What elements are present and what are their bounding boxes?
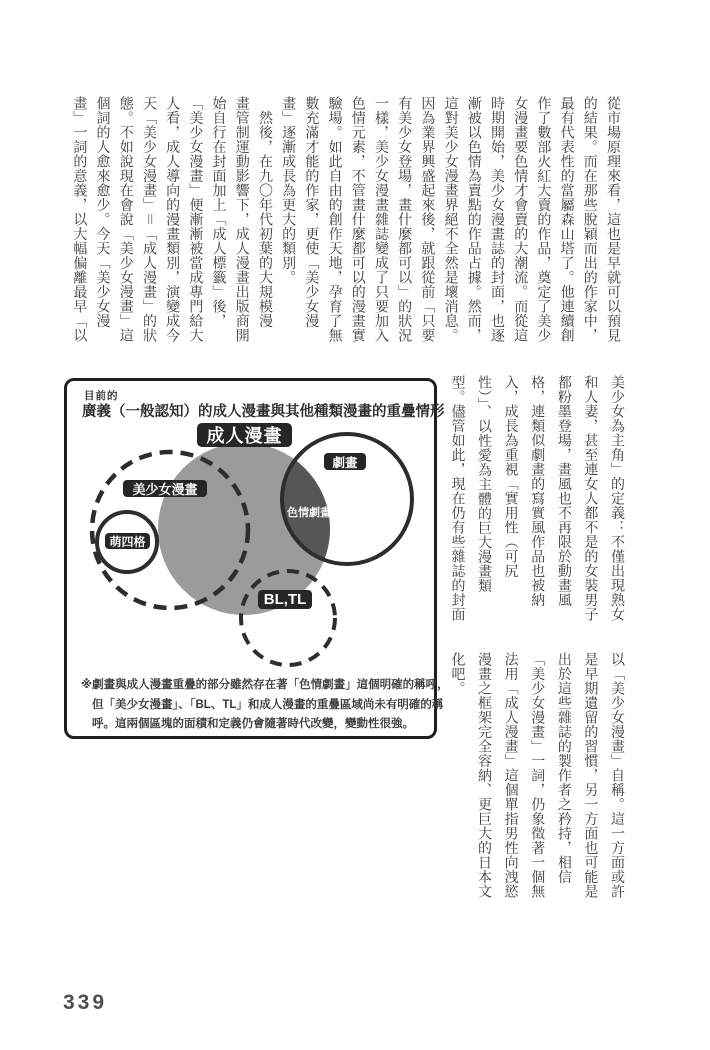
text-column: 的結果。而在那些脫穎而出的作家中， — [582, 96, 599, 343]
text-column: 天「美少女漫畫」＝「成人漫畫」的狀 — [141, 96, 158, 343]
top-text-block — [68, 96, 625, 350]
footnote-line: 但「美少女漫畫」、「BL、TL」和成人漫畫的重疊區域尚未有明確的稱 — [92, 698, 444, 711]
right-text-block-lower — [445, 652, 631, 904]
text-column: 都粉墨登場，畫風也不再限於動畫風 — [556, 375, 573, 607]
text-column: 畫」一詞的意義，以大幅偏離最早「以 — [72, 96, 89, 343]
text-column: 驗場。如此自由的創作天地，孕育了無 — [327, 96, 344, 343]
text-column: 畫管制運動影響下，成人漫畫出版商開 — [234, 96, 251, 343]
text-column: 最有代表性的當屬森山塔了。他連續創 — [559, 96, 576, 343]
text-column: 法用「成人漫畫」這個單指男性向洩慾 — [503, 652, 520, 899]
text-column: 畫」逐漸成長為更大的類別。 — [281, 96, 298, 285]
text-column: 色情元素，不管畫什麼都可以的漫畫實 — [350, 96, 367, 343]
text-column: 漸被以色情為賣點的作品占據。然而， — [466, 96, 483, 343]
text-column: 時期開始，美少女漫畫誌的封面，也逐 — [489, 96, 506, 343]
text-column: 化吧。 — [450, 652, 467, 696]
right-text-block-upper — [445, 375, 631, 627]
text-column: 型。儘管如此，現在仍有些雜誌的封面 — [450, 375, 467, 622]
text-column: 以「美少女漫畫」自稱。這一方面或許 — [610, 652, 626, 899]
adult-manga-label: 成人漫畫 — [197, 423, 292, 447]
text-column: 作了數部火紅大賣的作品，奠定了美少 — [536, 96, 553, 343]
text-column: 這對美少女漫畫界絕不全然是壞消息。 — [443, 96, 460, 343]
text-column: 是早期遺留的習慣，另一方面也可能是 — [583, 652, 600, 899]
venn-diagram-panel — [64, 378, 449, 739]
text-column: 性）」、以性愛為主體的巨大漫畫類 — [477, 375, 494, 593]
text-column: 人看，成人導向的漫畫類別，演變成今 — [165, 96, 182, 343]
text-column: 漫畫之框架完全容納、更巨大的日本文 — [477, 652, 494, 899]
bl-tl-label: BL,TL — [258, 590, 312, 609]
text-column: 入，成長為重視「實用性（可尻 — [503, 375, 520, 578]
ero-gekiga-label: 色情劇畫 — [287, 507, 331, 519]
text-column: 和人妻，甚至連女人都不是的女裝男子 — [583, 375, 600, 622]
diagram-footnote — [81, 676, 449, 735]
page-number: 339 — [63, 991, 108, 1014]
moe-yonkoma-label: 萌四格 — [105, 533, 150, 549]
text-column: 從市場原理來看，這也是早就可以預見 — [606, 96, 622, 343]
diagram-title: 廣義（一般認知）的成人漫畫與其他種類漫畫的重疊情形 — [82, 404, 445, 420]
text-column: 態。不如說現在會說「美少女漫畫」這 — [118, 96, 135, 343]
text-column: 有美少女登場，畫什麼都可以」的狀況 — [397, 96, 414, 343]
diagram-kicker: 目前的 — [84, 390, 119, 402]
text-column: 「美少女漫畫」一詞，仍象徵著一個無 — [530, 652, 547, 899]
text-column: 女漫畫要色情才會賣的大潮流。而從這 — [513, 96, 530, 343]
text-column: 數充滿才能的作家，更使「美少女漫 — [304, 96, 321, 328]
text-column: 個詞的人愈來愈少。今天「美少女漫 — [95, 96, 112, 328]
gekiga-label: 劇畫 — [324, 453, 366, 470]
text-column: 一樣，美少女漫畫雜誌變成了只要加入 — [373, 96, 390, 343]
footnote-line: ※劇畫與成人漫畫重疊的部分雖然存在著「色情劇畫」這個明確的稱呼， — [81, 679, 449, 691]
text-column: 出於這些雜誌的製作者之矜持，相信 — [556, 652, 573, 884]
text-column: 「美少女漫畫」便漸漸被當成專門給大 — [188, 96, 205, 343]
text-column: 格，連類似劇畫的寫實風作品也被納 — [530, 375, 547, 607]
text-column: 美少女為主角」的定義：不僅出現熟女 — [610, 375, 626, 622]
bishoujo-manga-label: 美少女漫畫 — [123, 480, 207, 497]
footnote-line: 呼。這兩個區塊的面積和定義仍會隨著時代改變，變動性很強。 — [92, 718, 414, 730]
text-column: 始自行在封面加上「成人標籤」後， — [211, 96, 228, 328]
text-column: 因為業界興盛起來後，就跟從前「只要 — [420, 96, 437, 343]
text-column: 然後，在九〇年代初葉的大規模漫 — [257, 96, 274, 328]
